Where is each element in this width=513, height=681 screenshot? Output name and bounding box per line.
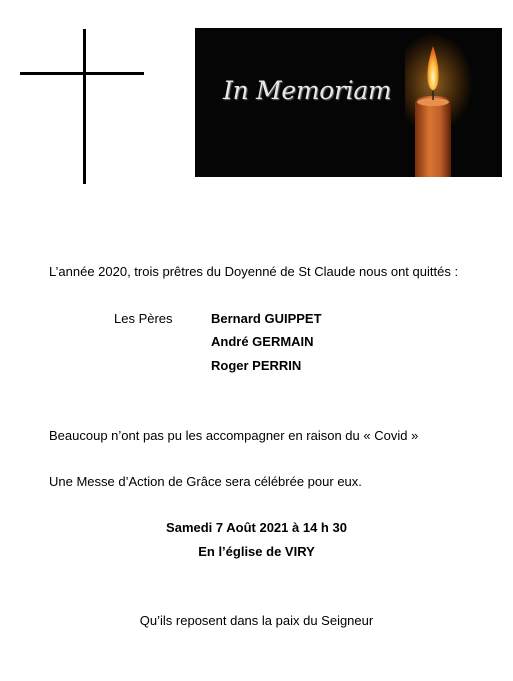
date-text: Samedi 7 Août 2021 à 14 h 30 [166, 520, 347, 535]
priest-name: Roger PERRIN [211, 358, 302, 373]
in-memoriam-banner [195, 28, 502, 177]
closing-text: Qu’ils reposent dans la paix du Seigneur [139, 613, 374, 628]
priest-name: Bernard GUIPPET [211, 311, 322, 326]
priest-name: André GERMAIN [211, 334, 314, 349]
cross-icon [0, 0, 160, 190]
covid-text: Beaucoup n’ont pas pu les accompagner en raison du « Covid » [49, 428, 419, 443]
place-text: En l’église de VIRY [198, 544, 315, 559]
messe-text: Une Messe d’Action de Grâce sera célébrée pour eux. [49, 474, 362, 489]
intro-text: L’année 2020, trois prêtres du Doyenné de St Claude nous ont quittés : [49, 264, 459, 279]
peres-label: Les Pères [114, 311, 173, 326]
candle-icon [405, 28, 502, 177]
banner-title: In Memoriam [223, 76, 392, 105]
